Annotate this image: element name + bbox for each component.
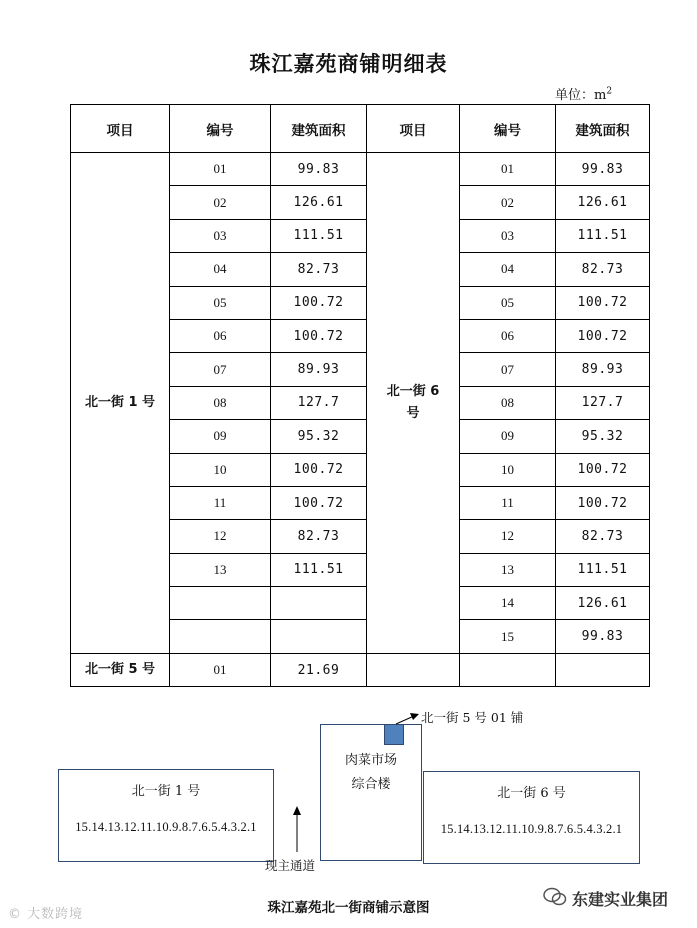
project-label-line: 北一街 6 <box>386 383 440 399</box>
shop-number-cell: 05 <box>170 286 271 319</box>
shop-number-cell: 01 <box>460 153 556 186</box>
shop-number-cell: 10 <box>170 453 271 486</box>
shop-number-cell: 08 <box>170 386 271 419</box>
area-cell: 100.72 <box>556 319 650 352</box>
area-cell: 82.73 <box>271 520 367 553</box>
area-cell: 99.83 <box>556 153 650 186</box>
shop-number-cell: 04 <box>460 253 556 286</box>
page-title: 珠江嘉苑商铺明细表 <box>249 52 448 76</box>
project-label-line: 号 <box>406 405 420 421</box>
header-project: 项目 <box>367 105 460 153</box>
shop-label: 北一街 5 号 01 铺 <box>421 710 524 725</box>
area-cell: 126.61 <box>271 186 367 219</box>
road-arrow-head <box>293 806 301 815</box>
area-cell: 89.93 <box>556 353 650 386</box>
road-label: 现主通道 <box>265 858 316 873</box>
shop-number-cell: 08 <box>460 386 556 419</box>
block-shop-numbers: 15.14.13.12.11.10.9.8.7.6.5.4.3.2.1 <box>440 822 623 836</box>
area-cell: 100.72 <box>271 453 367 486</box>
shop-number-cell: 01 <box>170 653 271 686</box>
area-cell: 100.72 <box>556 453 650 486</box>
area-cell: 99.83 <box>556 620 650 653</box>
shop-number-cell: 11 <box>170 486 271 519</box>
header-number: 编号 <box>460 105 556 153</box>
project-cell: 北一街 1 号 <box>71 153 170 654</box>
shop-number-cell: 06 <box>170 319 271 352</box>
shop-number-cell: 01 <box>170 153 271 186</box>
area-cell: 95.32 <box>271 420 367 453</box>
area-cell: 111.51 <box>271 553 367 586</box>
shop-pointer-arrowhead <box>410 713 419 720</box>
shop-number-cell: 09 <box>170 420 271 453</box>
wechat-icon <box>543 887 567 907</box>
shop-number-cell: 02 <box>170 186 271 219</box>
shop-number-cell: 07 <box>460 353 556 386</box>
shop-number-cell: 09 <box>460 420 556 453</box>
shop-number-cell: 15 <box>460 620 556 653</box>
area-cell: 89.93 <box>271 353 367 386</box>
project-cell: 北一街 5 号 <box>71 653 170 686</box>
header-project: 项目 <box>71 105 170 153</box>
block-label: 北一街 6 号 <box>497 786 566 801</box>
diagram-caption: 珠江嘉苑北一街商铺示意图 <box>267 900 430 916</box>
area-cell: 100.72 <box>271 319 367 352</box>
area-cell: 126.61 <box>556 587 650 620</box>
market-label: 肉菜市场 综合楼 <box>344 753 397 792</box>
shop-number-cell: 05 <box>460 286 556 319</box>
area-cell: 100.72 <box>556 486 650 519</box>
header-area: 建筑面积 <box>271 105 367 153</box>
watermark-right: 东建实业集团 <box>572 890 669 909</box>
area-cell: 111.51 <box>556 219 650 252</box>
shop-number-cell: 12 <box>170 520 271 553</box>
area-cell: 100.72 <box>556 286 650 319</box>
header-number: 编号 <box>170 105 271 153</box>
area-cell: 99.83 <box>271 153 367 186</box>
shop-number-cell: 03 <box>460 219 556 252</box>
area-cell: 126.61 <box>556 186 650 219</box>
shop-number-cell: 11 <box>460 486 556 519</box>
shop-number-cell: 12 <box>460 520 556 553</box>
area-cell: 82.73 <box>556 520 650 553</box>
unit-label: 单位：$m^2$ <box>555 86 613 103</box>
area-cell: 21.69 <box>271 653 367 686</box>
block-shop-numbers: 15.14.13.12.11.10.9.8.7.6.5.4.3.2.1 <box>75 820 257 834</box>
shop-number-cell: 14 <box>460 587 556 620</box>
header-area: 建筑面积 <box>556 105 650 153</box>
area-cell: 100.72 <box>271 286 367 319</box>
area-cell: 111.51 <box>556 553 650 586</box>
watermark-left: © 大数跨境 <box>8 907 84 922</box>
shop-number-cell: 06 <box>460 319 556 352</box>
shop-number-cell: 13 <box>460 553 556 586</box>
shop-number-cell: 10 <box>460 453 556 486</box>
shop-number-cell: 04 <box>170 253 271 286</box>
area-cell: 95.32 <box>556 420 650 453</box>
area-cell: 127.7 <box>556 386 650 419</box>
block-label: 北一街 1 号 <box>131 784 201 799</box>
area-cell: 111.51 <box>271 219 367 252</box>
shop-number-cell: 03 <box>170 219 271 252</box>
shop-number-cell: 13 <box>170 553 271 586</box>
area-cell: 100.72 <box>271 486 367 519</box>
area-cell: 82.73 <box>271 253 367 286</box>
shop-number-cell: 02 <box>460 186 556 219</box>
area-cell: 82.73 <box>556 253 650 286</box>
shop-number-cell: 07 <box>170 353 271 386</box>
shop-pointer-line <box>396 716 414 724</box>
area-cell: 127.7 <box>271 386 367 419</box>
